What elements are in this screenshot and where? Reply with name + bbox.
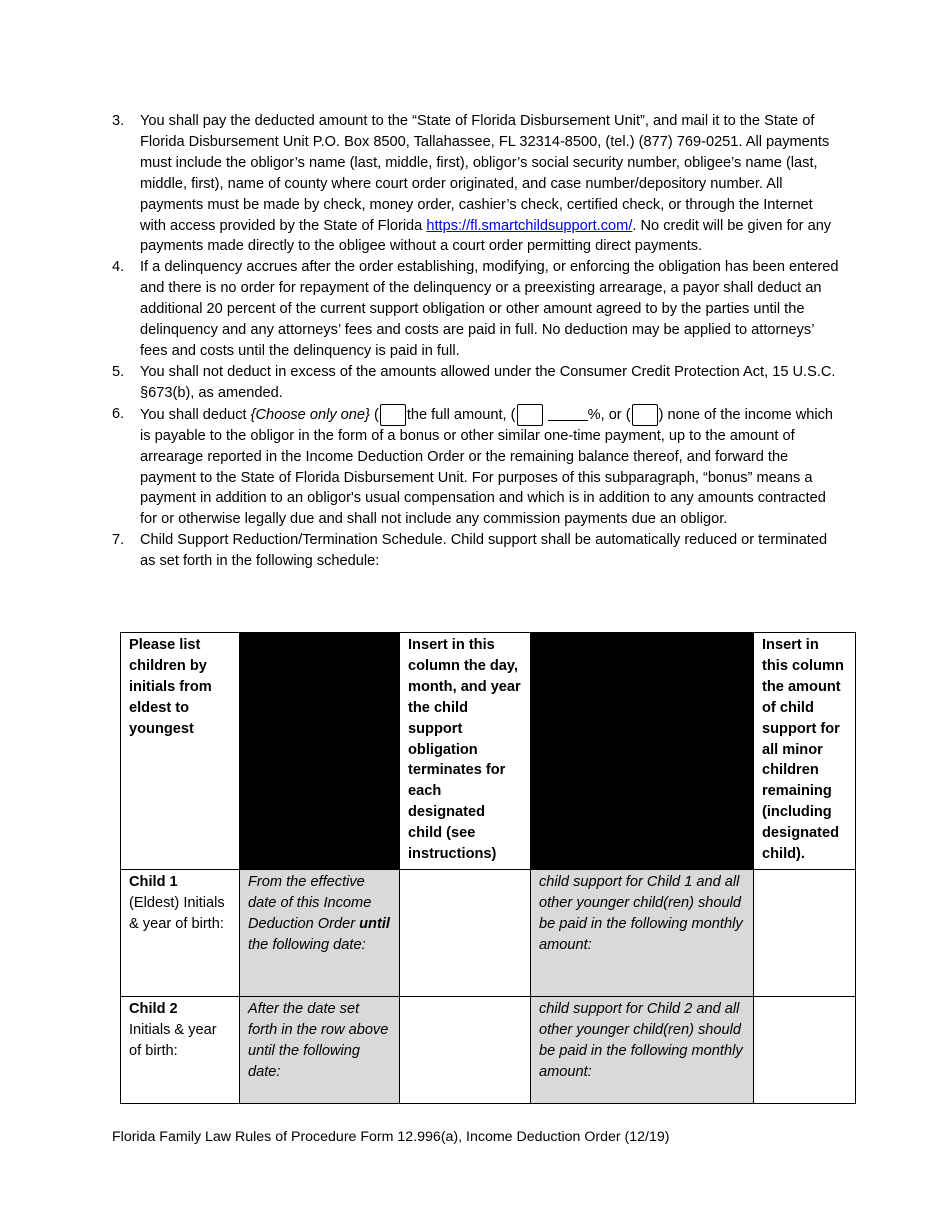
paragraph-3-text-end: . No credit will be given for any payments made directly to the obligee without a court order permitting direct payments.: [140, 217, 832, 255]
choose-only-one-note: {Choose only one}: [250, 406, 370, 423]
child-1-period-cell: [240, 869, 400, 996]
table-row-child-1: [121, 869, 856, 996]
percent-checkbox[interactable]: [517, 404, 543, 426]
paragraph-7: [112, 530, 840, 572]
child-2-label-cell: [121, 996, 240, 1103]
header-redacted-cell: [531, 633, 754, 870]
item-number: 4.: [112, 259, 125, 276]
paragraph-3-text: You shall pay the deducted amount to the “State of Florida Disbursement Unit”, and mail it to the State of Florida Disbursement Unit P.O. Box 8500, Tallahassee, FL 32314-8500, (tel.) (877) 769-0251. All payments must include the obligor’s name (last, middle, first), obligor’s social security number, obligee’s name (last, middle, first), name of county where court order originated, and case number/depository number. All payments must be made by check, money order, cashier’s check, certified check, or through the Internet with access provided by the State of Florida: [140, 113, 830, 234]
paragraph-4: [112, 257, 840, 362]
header-termination-date: Insert in this column the day, month, and year the child support obligation terminates for each designated child (see instructions): [400, 633, 531, 870]
header-support-amount: Insert in this column the amount of child support for all minor children remaining (including designated child).: [754, 633, 856, 870]
paragraph-6: 6. You shall deduct {Choose only one} ( the full amount, ( %, or ( ) none of the income which is payable to the obligor in the form of a bonus or other similar one-time payment, up to the amount of arrearage reported in the Income Deduction Order or the remaining balance thereof, and forward the payment to the State of Florida Disbursement Unit. For purposes of this subparagraph, “bonus” means a payment in addition to an obligor's usual compensation and which is in addition to any amounts contracted for or otherwise legally due and shall not include any commission payments due an obligor.: [112, 405, 834, 528]
paragraph-5-text: You shall not deduct in excess of the amounts allowed under the Consumer Credit Protection Act, 15 U.S.C. §673(b), as amended.: [140, 363, 836, 401]
child-2-label: Child 2: [129, 1000, 178, 1017]
child-1-sublabel: (Eldest) Initials & year of birth:: [129, 894, 225, 932]
child-1-termination-date-input[interactable]: [400, 869, 531, 996]
child-2-sublabel: Initials & year of birth:: [129, 1021, 217, 1059]
item-number: 3.: [112, 113, 125, 129]
paragraph-7-text: Child Support Reduction/Termination Schedule. Child support shall be automatically reduced or terminated as set forth in the following schedule:: [140, 532, 828, 570]
table-header-row: [121, 633, 856, 870]
full-amount-label: the full amount,: [406, 406, 507, 423]
paragraph-5: [112, 362, 840, 404]
paragraph-3: [112, 111, 840, 257]
item-number: 5.: [112, 363, 125, 380]
paragraph-6-lead: You shall deduct: [140, 406, 251, 423]
following-date-text: the following date:: [248, 936, 366, 953]
child-2-amount-input[interactable]: [754, 996, 856, 1103]
from-effective-date-text: From the effective date of this Income Deduction Order: [248, 873, 372, 932]
reduction-termination-schedule-table: [120, 632, 856, 1104]
full-amount-checkbox[interactable]: [380, 404, 406, 426]
header-children-initials: Please list children by initials from eldest to youngest: [121, 633, 240, 870]
form-footer: Florida Family Law Rules of Procedure Form 12.996(a), Income Deduction Order (12/19): [112, 1129, 670, 1145]
child-2-amount-description: child support for Child 2 and all other younger child(ren) should be paid in the following monthly amount:: [531, 996, 754, 1103]
child-1-label: Child 1: [129, 873, 178, 890]
child-1-label-cell: [121, 869, 240, 996]
paragraph-4-text: If a delinquency accrues after the order establishing, modifying, or enforcing the obligation has been entered and there is no order for repayment of the delinquency or a preexisting arrearage, a payor shall deduct an additional 20 percent of the current support obligation or other amount agreed to by the parties until the delinquency and any attorneys’ fees and costs are paid in full. No deduction may be applied to attorneys’ fees and costs until the delinquency is paid in full.: [140, 259, 839, 359]
item-number: 7.: [112, 532, 125, 549]
numbered-paragraphs: [112, 111, 840, 572]
none-checkbox[interactable]: [632, 404, 658, 426]
child-1-amount-description: child support for Child 1 and all other younger child(ren) should be paid in the following monthly amount:: [531, 869, 754, 996]
table-row-child-2: [121, 996, 856, 1103]
item-number: 6.: [112, 405, 125, 422]
child-2-period-cell: After the date set forth in the row above until the following date:: [240, 996, 400, 1103]
smartchildsupport-link[interactable]: https://fl.smartchildsupport.com/: [426, 217, 633, 234]
percent-blank-field[interactable]: [548, 406, 588, 421]
child-2-termination-date-input[interactable]: [400, 996, 531, 1103]
header-redacted-cell: [240, 633, 400, 870]
until-bold-text: until: [359, 915, 390, 932]
child-1-amount-input[interactable]: [754, 869, 856, 996]
percent-label: %, or: [587, 406, 622, 423]
none-of-income-text: none of the income which is payable to the obligor in the form of a bonus or other similar one-time payment, up to the amount of arrearage reported in the Income Deduction Order or the remaining balance thereof, and forward the payment to the State of Florida Disbursement Unit. For purposes of this subparagraph, “bonus” means a payment in addition to an obligor's usual compensation and which is in addition to any amounts contracted for or otherwise legally due and shall not include any commission payments due an obligor.: [140, 406, 834, 528]
